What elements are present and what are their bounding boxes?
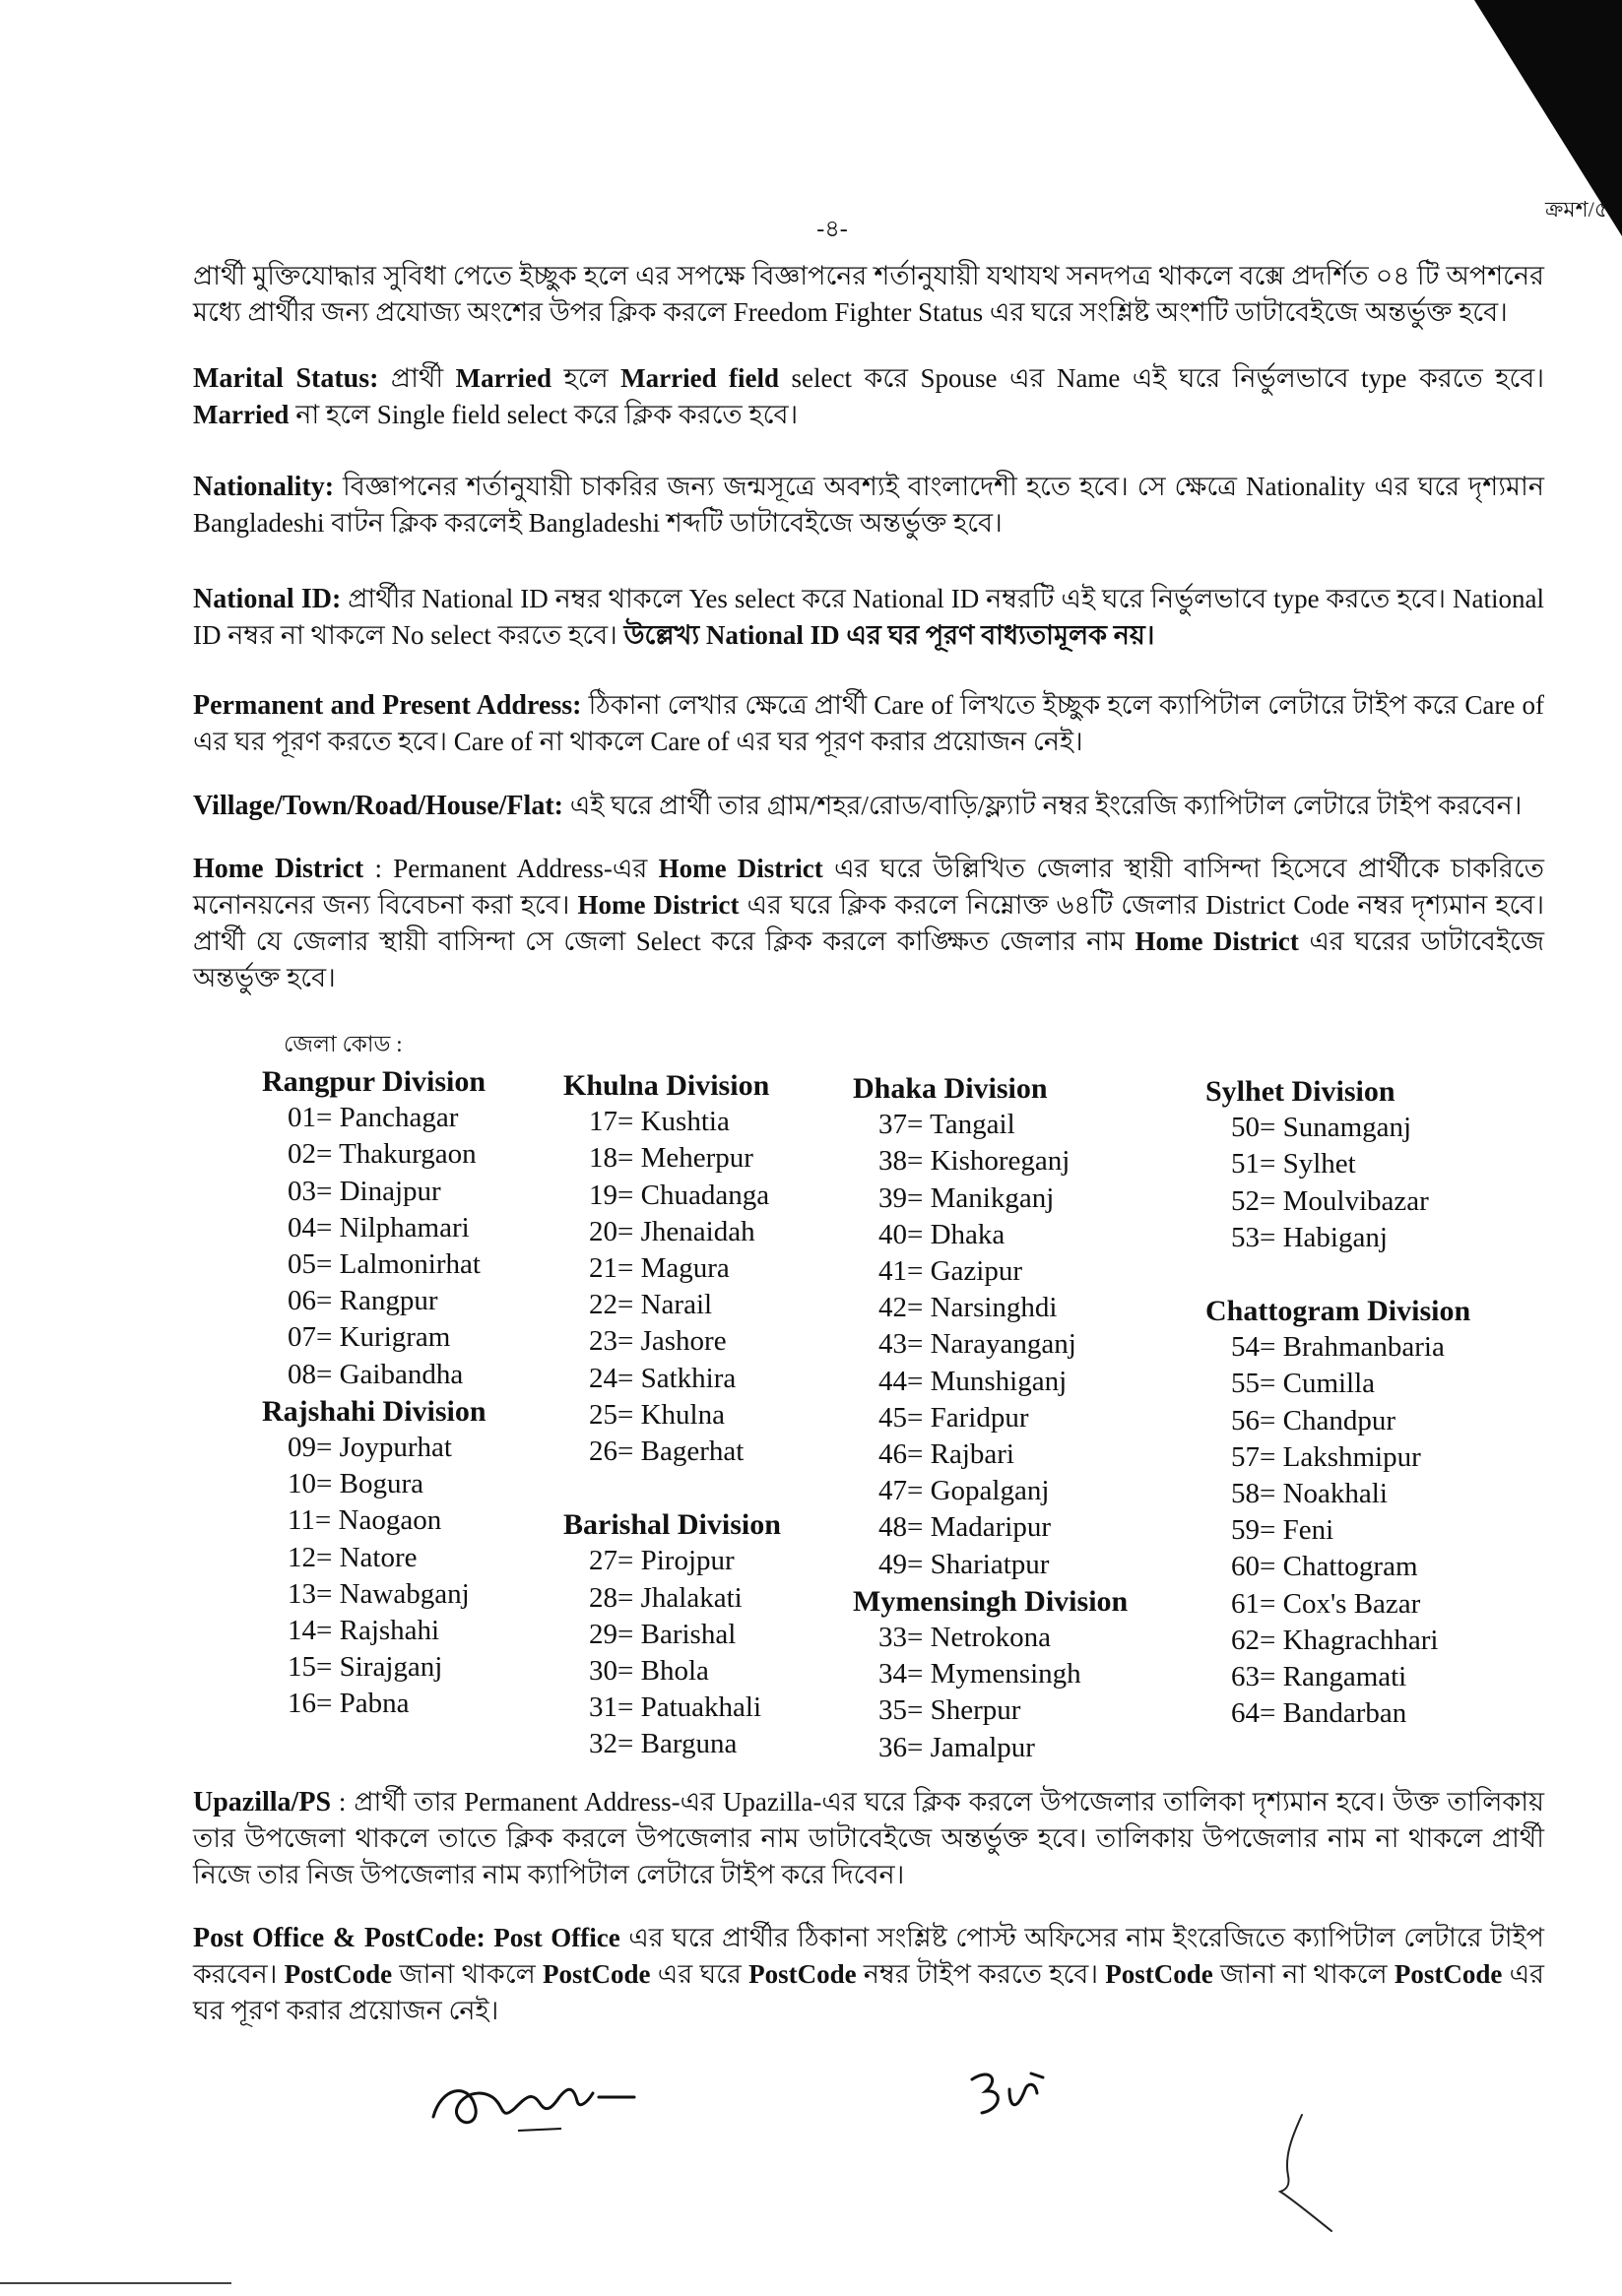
district-item: 55= Cumilla (1231, 1368, 1376, 1400)
district-item: 62= Khagrachhari (1231, 1624, 1439, 1656)
district-item: 64= Bandarban (1231, 1697, 1407, 1730)
division-title: Mymensingh Division (853, 1584, 1129, 1618)
national-id-label: National ID: (193, 584, 342, 614)
district-item: 30= Bhola (589, 1655, 709, 1688)
district-item: 41= Gazipur (878, 1255, 1023, 1288)
district-item: 14= Rajshahi (288, 1615, 440, 1647)
nationality-paragraph: Nationality: বিজ্ঞাপনের শর্তানুযায়ী চাকরির জন্য জন্মসূত্রে অবশ্যই বাংলাদেশী হতে হবে। সে ক্ষেত্রে Nationality এর ঘরে দৃশ্যমান Bangladeshi বাটন ক্লিক করলেই Bangladeshi শব্দটি ডাটাবেইজে অন্তর্ভুক্ত হবে। (193, 472, 1544, 538)
district-item: 28= Jhalakati (589, 1581, 743, 1614)
district-item: 40= Dhaka (878, 1218, 1006, 1250)
district-item: 63= Rangamati (1231, 1661, 1407, 1693)
district-item: 45= Faridpur (878, 1401, 1029, 1434)
district-item: 07= Kurigram (288, 1321, 451, 1354)
district-item: 18= Meherpur (589, 1142, 753, 1175)
district-item: 19= Chuadanga (589, 1179, 770, 1211)
village-paragraph: Village/Town/Road/House/Flat: এই ঘরে প্রার্থী তার গ্রাম/শহর/রোড/বাড়ি/ফ্ল্যাট নম্বর ইংরেজি ক্যাপিটাল লেটারে টাইপ করবেন। (193, 791, 1523, 821)
district-item: 16= Pabna (288, 1688, 410, 1720)
district-item: 31= Patuakhali (589, 1691, 762, 1724)
district-item: 39= Manikganj (878, 1181, 1055, 1214)
district-item: 47= Gopalganj (878, 1475, 1050, 1507)
district-item: 25= Khulna (589, 1398, 725, 1431)
division-title: Barishal Division (563, 1508, 781, 1542)
district-item: 57= Lakshmipur (1231, 1440, 1421, 1473)
district-column-3 (853, 1070, 1128, 1766)
district-item: 11= Naogaon (288, 1504, 442, 1537)
upazilla-label: Upazilla/PS (193, 1787, 332, 1818)
division-title: Chattogram Division (1205, 1295, 1471, 1328)
district-item: 05= Lalmonirhat (288, 1248, 481, 1281)
division-title: Rangpur Division (262, 1065, 487, 1098)
district-item: 44= Munshiganj (878, 1365, 1068, 1397)
address-label: Permanent and Present Address: (193, 690, 582, 721)
district-item: 10= Bogura (288, 1468, 423, 1500)
district-item: 26= Bagerhat (589, 1435, 745, 1468)
district-item: 17= Kushtia (589, 1106, 730, 1138)
marital-status-paragraph: Marital Status: প্রার্থী Married হলে Married field select করে Spouse এর Name এই ঘরে নির্ভুলভাবে type করতে হবে। Married না হলে Single field select করে ক্লিক করতে হবে। (193, 363, 1544, 429)
post-office-paragraph: Post Office & PostCode: Post Office এর ঘরে প্রার্থীর ঠিকানা সংশ্লিষ্ট পোস্ট অফিসের নাম ইংরেজিতে ক্যাপিটাল লেটারে টাইপ করবেন। PostCode জানা থাকলে PostCode এর ঘরে PostCode নম্বর টাইপ করতে হবে। PostCode জানা না থাকলে PostCode এর ঘর পূরণ করার প্রয়োজন নেই। (193, 1923, 1544, 2025)
district-item: 52= Moulvibazar (1231, 1184, 1429, 1217)
district-item: 15= Sirajganj (288, 1651, 443, 1684)
district-item: 22= Narail (589, 1289, 713, 1321)
district-item: 35= Sherpur (878, 1694, 1021, 1727)
district-item: 59= Feni (1231, 1514, 1334, 1547)
division-title: Rajshahi Division (262, 1394, 487, 1428)
district-item: 24= Satkhira (589, 1362, 737, 1394)
district-item: 12= Natore (288, 1541, 418, 1573)
district-item: 60= Chattogram (1231, 1551, 1418, 1583)
signature-3 (1233, 2107, 1351, 2235)
district-item: 58= Noakhali (1231, 1478, 1388, 1510)
home-district-paragraph: Home District : Permanent Address-এর Home District এর ঘরে উল্লিখিত জেলার স্থায়ী বাসিন্দা হিসেবে প্রার্থীকে চাকরিতে মনোনয়নের জন্য বিবেচনা করা হবে। Home District এর ঘরে ক্লিক করলে নিম্নোক্ত ৬৪টি জেলার District Code নম্বর দৃশ্যমান হবে। প্রার্থী যে জেলার স্থায়ী বাসিন্দা সে জেলা Select করে ক্লিক করলে কাঙ্ক্ষিত জেলার নাম Home District এর ঘরের ডাটাবেইজে অন্তর্ভুক্ত হবে। (193, 854, 1545, 992)
national-id-paragraph: National ID: প্রার্থীর National ID নম্বর থাকলে Yes select করে National ID নম্বরটি এই ঘরে নির্ভুলভাবে type করতে হবে। National ID নম্বর না থাকলে No select করতে হবে। উল্লেখ্য National ID এর ঘর পূরণ বাধ্যতামূলক নয়। (193, 584, 1544, 650)
district-item: 54= Brahmanbaria (1231, 1331, 1445, 1364)
upazilla-paragraph: Upazilla/PS : প্রার্থী তার Permanent Address-এর Upazilla-এর ঘরে ক্লিক করলে উপজেলার তালিকা দৃশ্যমান হবে। উক্ত তালিকায় তার উপজেলা থাকলে তাতে ক্লিক করলে উপজেলার নাম ডাটাবেইজে অন্তর্ভুক্ত হবে। তালিকায় উপজেলার নাম না থাকলে প্রার্থী নিজে তার নিজ উপজেলার নাম ক্যাপিটাল লেটারে টাইপ করে দিবেন। (193, 1787, 1544, 1889)
district-item: 37= Tangail (878, 1109, 1015, 1141)
district-item: 23= Jashore (589, 1325, 727, 1358)
address-paragraph: Permanent and Present Address: ঠিকানা লেখার ক্ষেত্রে প্রার্থী Care of লিখতে ইচ্ছুক হলে ক্যাপিটাল লেটারে টাইপ করে Care of এর ঘর পূরণ করতে হবে। Care of না থাকলে Care of এর ঘর পূরণ করার প্রয়োজন নেই। (193, 690, 1544, 756)
district-item: 08= Gaibandha (288, 1358, 464, 1390)
district-item: 06= Rangpur (288, 1285, 438, 1317)
district-item: 42= Narsinghdi (878, 1292, 1058, 1324)
freedom-fighter-paragraph: প্রার্থী মুক্তিযোদ্ধার সুবিধা পেতে ইচ্ছুক হলে এর সপক্ষে বিজ্ঞাপনের শর্তানুযায়ী যথাযথ সনদপত্র থাকলে বক্সে প্রদর্শিত ০৪ টি অপশনের মধ্যে প্রার্থীর জন্য প্রযোজ্য অংশের উপর ক্লিক করলে Freedom Fighter Status এর ঘরে সংশ্লিষ্ট অংশটি ডাটাবেইজে অন্তর্ভুক্ত হবে। (193, 261, 1544, 327)
district-item: 13= Nawabganj (288, 1577, 470, 1610)
district-item: 46= Rajbari (878, 1438, 1014, 1471)
district-column-4 (1205, 1073, 1470, 1732)
district-item: 04= Nilphamari (288, 1211, 470, 1244)
district-item: 36= Jamalpur (878, 1731, 1035, 1763)
district-item: 61= Cox's Bazar (1231, 1587, 1421, 1620)
district-item: 43= Narayanganj (878, 1328, 1076, 1361)
district-item: 01= Panchagar (288, 1102, 459, 1134)
division-title: Sylhet Division (1205, 1075, 1395, 1108)
district-column-1 (262, 1063, 487, 1723)
district-item: 56= Chandpur (1231, 1404, 1395, 1436)
district-item: 50= Sunamganj (1231, 1112, 1412, 1144)
district-item: 34= Mymensingh (878, 1658, 1081, 1690)
district-item: 38= Kishoreganj (878, 1145, 1071, 1178)
district-item: 51= Sylhet (1231, 1148, 1356, 1180)
district-item: 32= Barguna (589, 1728, 738, 1760)
district-item: 33= Netrokona (878, 1622, 1052, 1654)
district-item: 03= Dinajpur (288, 1175, 441, 1207)
district-item: 53= Habiganj (1231, 1221, 1388, 1253)
district-item: 09= Joypurhat (288, 1432, 452, 1464)
district-item: 02= Thakurgaon (288, 1138, 477, 1171)
district-codes-heading: জেলা কোড : (284, 1032, 403, 1056)
post-office-label: Post Office & PostCode: (193, 1923, 486, 1953)
page-number: -৪- (816, 217, 848, 242)
district-item: 48= Madaripur (878, 1511, 1052, 1544)
district-item: 20= Jhenaidah (589, 1215, 755, 1247)
division-title: Khulna Division (563, 1069, 770, 1102)
district-item: 21= Magura (589, 1252, 730, 1285)
village-label: Village/Town/Road/House/Flat: (193, 791, 563, 821)
district-column-2 (563, 1067, 781, 1763)
signature-1 (423, 2058, 660, 2146)
district-item: 49= Shariatpur (878, 1548, 1050, 1580)
nationality-label: Nationality: (193, 472, 335, 502)
bottom-divider (0, 2282, 231, 2284)
district-item: 29= Barishal (589, 1618, 737, 1650)
division-title: Dhaka Division (853, 1072, 1048, 1105)
district-item: 27= Pirojpur (589, 1545, 735, 1577)
continuation-marker: ক্রমশ/৫ (1544, 197, 1608, 222)
marital-status-label: Marital Status: (193, 363, 379, 394)
home-district-label: Home District (193, 854, 364, 884)
signature-2 (960, 2060, 1059, 2138)
